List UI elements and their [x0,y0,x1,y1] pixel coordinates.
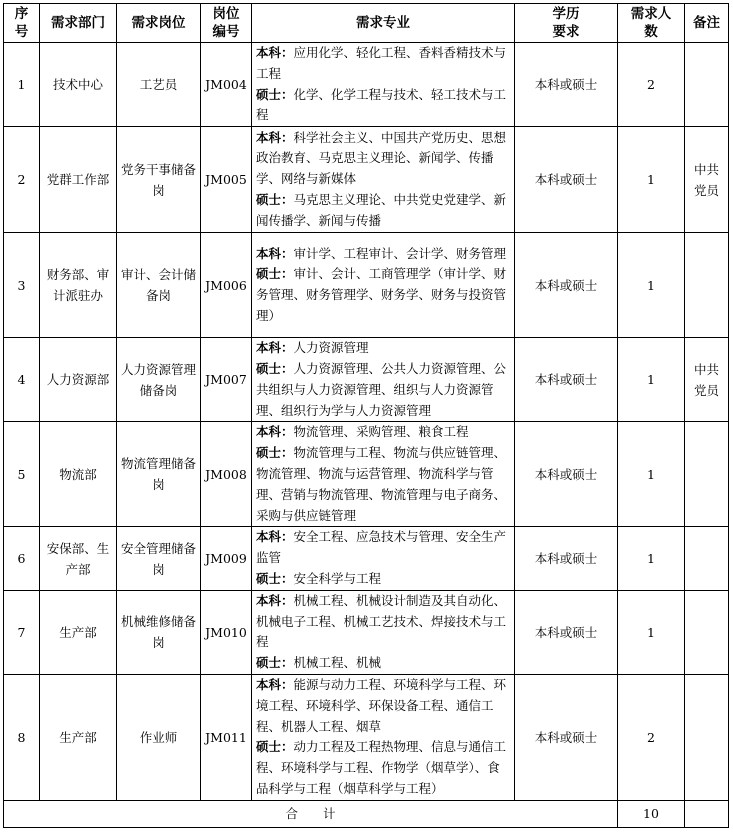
table-row [4,233,729,338]
cell-count: 1 [618,527,685,590]
cell-count: 1 [618,233,685,338]
cell-position: 安全管理储备岗 [117,527,201,590]
cell-major: 本科：科学社会主义、中国共产党历史、思想政治教育、马克思主义理论、新闻学、传播学、网络与新媒体 硕士：马克思主义理论、中共党史党建学、新闻传播学、新闻与传播 [252,127,515,233]
cell-dept: 党群工作部 [40,127,117,233]
cell-education: 本科或硕士 [515,590,618,674]
cell-code: JM008 [201,422,252,527]
cell-note: 中共党员 [685,338,729,422]
cell-dept: 安保部、生产部 [40,527,117,590]
cell-note: 中共党员 [685,127,729,233]
table-row [4,590,729,674]
header-row [4,4,729,43]
cell-education: 本科或硕士 [515,674,618,800]
cell-major: 本科：安全工程、应急技术与管理、安全生产监管 硕士：安全科学与工程 [252,527,515,590]
cell-dept: 生产部 [40,674,117,800]
cell-major: 本科：审计学、工程审计、会计学、财务管理 硕士：审计、会计、工商管理学（审计学、财务管理、财务管理学、财务学、财务与投资管理） [252,233,515,338]
recruitment-table [3,3,729,828]
cell-code: JM006 [201,233,252,338]
table-row [4,674,729,800]
total-note [685,800,729,827]
cell-dept: 技术中心 [40,43,117,127]
cell-count: 2 [618,674,685,800]
table-row [4,127,729,233]
table-row [4,527,729,590]
cell-seq: 4 [4,338,40,422]
cell-note [685,422,729,527]
header-major: 需求专业 [252,4,515,43]
cell-seq: 7 [4,590,40,674]
header-position: 需求岗位 [117,4,201,43]
cell-education: 本科或硕士 [515,127,618,233]
cell-major: 本科：应用化学、轻化工程、香料香精技术与工程 硕士：化学、化学工程与技术、轻工技术与工程 [252,43,515,127]
cell-code: JM005 [201,127,252,233]
cell-count: 1 [618,590,685,674]
cell-major: 本科：物流管理、采购管理、粮食工程 硕士：物流管理与工程、物流与供应链管理、物流管理、物流与运营管理、物流科学与管理、营销与物流管理、物流管理与电子商务、采购与供应链管理 [252,422,515,527]
cell-count: 1 [618,127,685,233]
cell-position: 人力资源管理储备岗 [117,338,201,422]
cell-seq: 1 [4,43,40,127]
header-seq: 序 号 [4,4,40,43]
cell-code: JM004 [201,43,252,127]
cell-position: 党务干事储备岗 [117,127,201,233]
total-row [4,800,729,827]
cell-dept: 物流部 [40,422,117,527]
total-label: 合 计 [4,800,618,827]
header-note: 备注 [685,4,729,43]
table-row [4,422,729,527]
cell-note [685,233,729,338]
cell-education: 本科或硕士 [515,233,618,338]
cell-dept: 财务部、审计派驻办 [40,233,117,338]
cell-position: 工艺员 [117,43,201,127]
cell-seq: 3 [4,233,40,338]
table-row [4,43,729,127]
header-count: 需求人 数 [618,4,685,43]
cell-education: 本科或硕士 [515,338,618,422]
cell-seq: 6 [4,527,40,590]
header-code: 岗位 编号 [201,4,252,43]
cell-education: 本科或硕士 [515,422,618,527]
table-row [4,338,729,422]
cell-note [685,527,729,590]
cell-note [685,674,729,800]
cell-seq: 8 [4,674,40,800]
cell-note [685,43,729,127]
cell-seq: 5 [4,422,40,527]
cell-dept: 人力资源部 [40,338,117,422]
cell-code: JM007 [201,338,252,422]
cell-major: 本科：能源与动力工程、环境科学与工程、环境工程、环境科学、环保设备工程、通信工程、机器人工程、烟草 硕士：动力工程及工程热物理、信息与通信工程、环境科学与工程、作物学（烟草学）、食品科学与工程（烟草科学与工程） [252,674,515,800]
header-education: 学历 要求 [515,4,618,43]
cell-count: 1 [618,422,685,527]
cell-position: 机械维修储备岗 [117,590,201,674]
cell-position: 作业师 [117,674,201,800]
cell-dept: 生产部 [40,590,117,674]
cell-count: 1 [618,338,685,422]
header-dept: 需求部门 [40,4,117,43]
cell-code: JM009 [201,527,252,590]
cell-seq: 2 [4,127,40,233]
cell-count: 2 [618,43,685,127]
cell-education: 本科或硕士 [515,43,618,127]
cell-code: JM010 [201,590,252,674]
cell-major: 本科：机械工程、机械设计制造及其自动化、机械电子工程、机械工艺技术、焊接技术与工程 硕士：机械工程、机械 [252,590,515,674]
cell-note [685,590,729,674]
total-count: 10 [618,800,685,827]
cell-position: 物流管理储备岗 [117,422,201,527]
cell-code: JM011 [201,674,252,800]
cell-education: 本科或硕士 [515,527,618,590]
cell-position: 审计、会计储备岗 [117,233,201,338]
cell-major: 本科：人力资源管理 硕士：人力资源管理、公共人力资源管理、公共组织与人力资源管理、组织与人力资源管理、组织行为学与人力资源管理 [252,338,515,422]
